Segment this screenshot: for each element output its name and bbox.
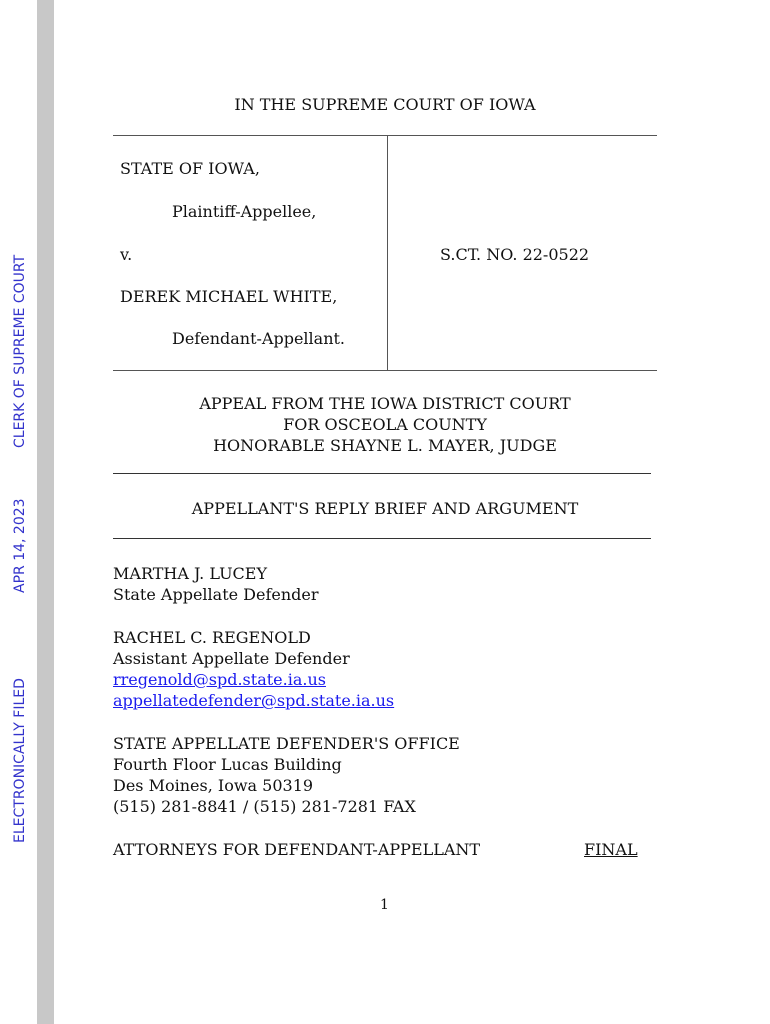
left-margin-bar <box>37 0 54 1024</box>
appeal-line-2: FOR OSCEOLA COUNTY <box>283 415 487 434</box>
office-address-2: Des Moines, Iowa 50319 <box>113 776 314 795</box>
office-address-1: Fourth Floor Lucas Building <box>113 755 342 774</box>
attorney2-name: RACHEL C. REGENOLD <box>113 628 311 647</box>
stamp-filed-date: APR 14, 2023 <box>12 498 28 593</box>
defendant-name: DEREK MICHAEL WHITE, <box>120 287 338 306</box>
versus: v. <box>120 245 133 264</box>
plaintiff-role: Plaintiff-Appellee, <box>172 202 317 221</box>
caption-bottom-rule <box>113 370 657 371</box>
attorney1-name: MARTHA J. LUCEY <box>113 564 268 583</box>
rule-after-title <box>113 538 651 539</box>
attorney1-title: State Appellate Defender <box>113 585 319 604</box>
appeal-line-3: HONORABLE SHAYNE L. MAYER, JUDGE <box>213 436 557 455</box>
office-phone: (515) 281-8841 / (515) 281-7281 FAX <box>113 797 416 816</box>
brief-title: APPELLANT'S REPLY BRIEF AND ARGUMENT <box>191 499 579 518</box>
court-heading: IN THE SUPREME COURT OF IOWA <box>234 95 536 114</box>
caption-divider <box>387 135 388 371</box>
stamp-clerk: CLERK OF SUPREME COURT <box>12 254 28 448</box>
email-link-appellatedefender[interactable]: appellatedefender@spd.state.ia.us <box>113 691 395 710</box>
attorney2-title: Assistant Appellate Defender <box>113 649 350 668</box>
appeal-line-1: APPEAL FROM THE IOWA DISTRICT COURT <box>199 394 571 413</box>
stamp-electronically-filed: ELECTRONICALLY FILED <box>12 678 28 843</box>
final-label: FINAL <box>584 840 638 859</box>
plaintiff-name: STATE OF IOWA, <box>120 159 260 178</box>
rule-after-appeal <box>113 473 651 474</box>
defendant-role: Defendant-Appellant. <box>172 329 346 348</box>
office-name: STATE APPELLATE DEFENDER'S OFFICE <box>113 734 460 753</box>
case-number: S.CT. NO. 22-0522 <box>440 245 590 264</box>
attorneys-for: ATTORNEYS FOR DEFENDANT-APPELLANT <box>113 840 481 859</box>
email-link-regenold[interactable]: rregenold@spd.state.ia.us <box>113 670 326 689</box>
page-number: 1 <box>380 897 389 913</box>
caption-top-rule <box>113 135 657 136</box>
